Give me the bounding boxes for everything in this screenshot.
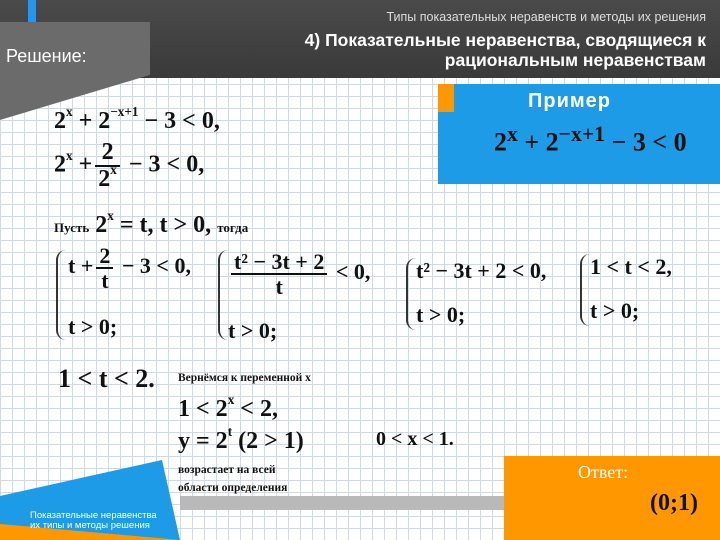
fraction: $\frac{2}{2^x}$ xyxy=(95,140,120,192)
system4-line2: t > 0; xyxy=(590,298,640,323)
section-label: Решение: xyxy=(6,46,87,66)
footer-bar xyxy=(180,496,504,510)
system1-line2: t > 0; xyxy=(68,314,118,339)
system2-line1: $\frac{\text{t² − 3t + 2}}{t}$ < 0, xyxy=(228,250,370,298)
example-title: Пример xyxy=(528,90,612,112)
monotonic-note-1: возрастает на всей xyxy=(178,464,276,476)
system4-line1: 1 < t < 2, xyxy=(590,254,672,279)
monotonic-note-2: области определения xyxy=(178,482,288,494)
answer-label: Ответ: xyxy=(578,462,629,482)
header-subtitle: Типы показательных неравенств и методы их решения xyxy=(386,10,706,24)
function-line: $y = 2^t$ (2 > 1) xyxy=(178,424,304,454)
system3-line2: t > 0; xyxy=(416,302,466,327)
example-formula: $2^x + 2^{-x+1} - 3 < 0$ xyxy=(494,122,687,157)
slide-title: 4) Показательные неравенства, сводящиеся к рациональным неравенствам xyxy=(304,30,706,70)
answer-value: (0;1) xyxy=(650,490,698,516)
solution-line-2: $2^x$ + $\frac{2}{2^x}$ − 3 < 0, xyxy=(54,139,205,193)
system2-line2: t > 0; xyxy=(228,318,278,343)
t-range: 1 < t < 2. xyxy=(58,364,155,393)
return-note: Вернёмся к переменной x xyxy=(178,372,311,384)
example-accent-bar xyxy=(438,84,454,112)
system1-line1: t + $\frac{2}{t}$ − 3 < 0, xyxy=(68,243,191,294)
system3-line1: t² − 3t + 2 < 0, xyxy=(416,258,547,283)
x-range: $1 < 2^x < 2$, xyxy=(178,392,278,422)
header-accent-bar xyxy=(28,0,36,24)
system-brace xyxy=(56,250,68,340)
footer-caption: Показательные неравенства их типы и методы решения xyxy=(30,510,157,531)
solution-line-1: $2^x + 2^{-x+1} - 3 < 0$, xyxy=(54,104,220,134)
substitution-line: Пусть $2^x = t$, t > 0, тогда xyxy=(54,208,249,238)
x-result: 0 < x < 1. xyxy=(376,428,454,450)
